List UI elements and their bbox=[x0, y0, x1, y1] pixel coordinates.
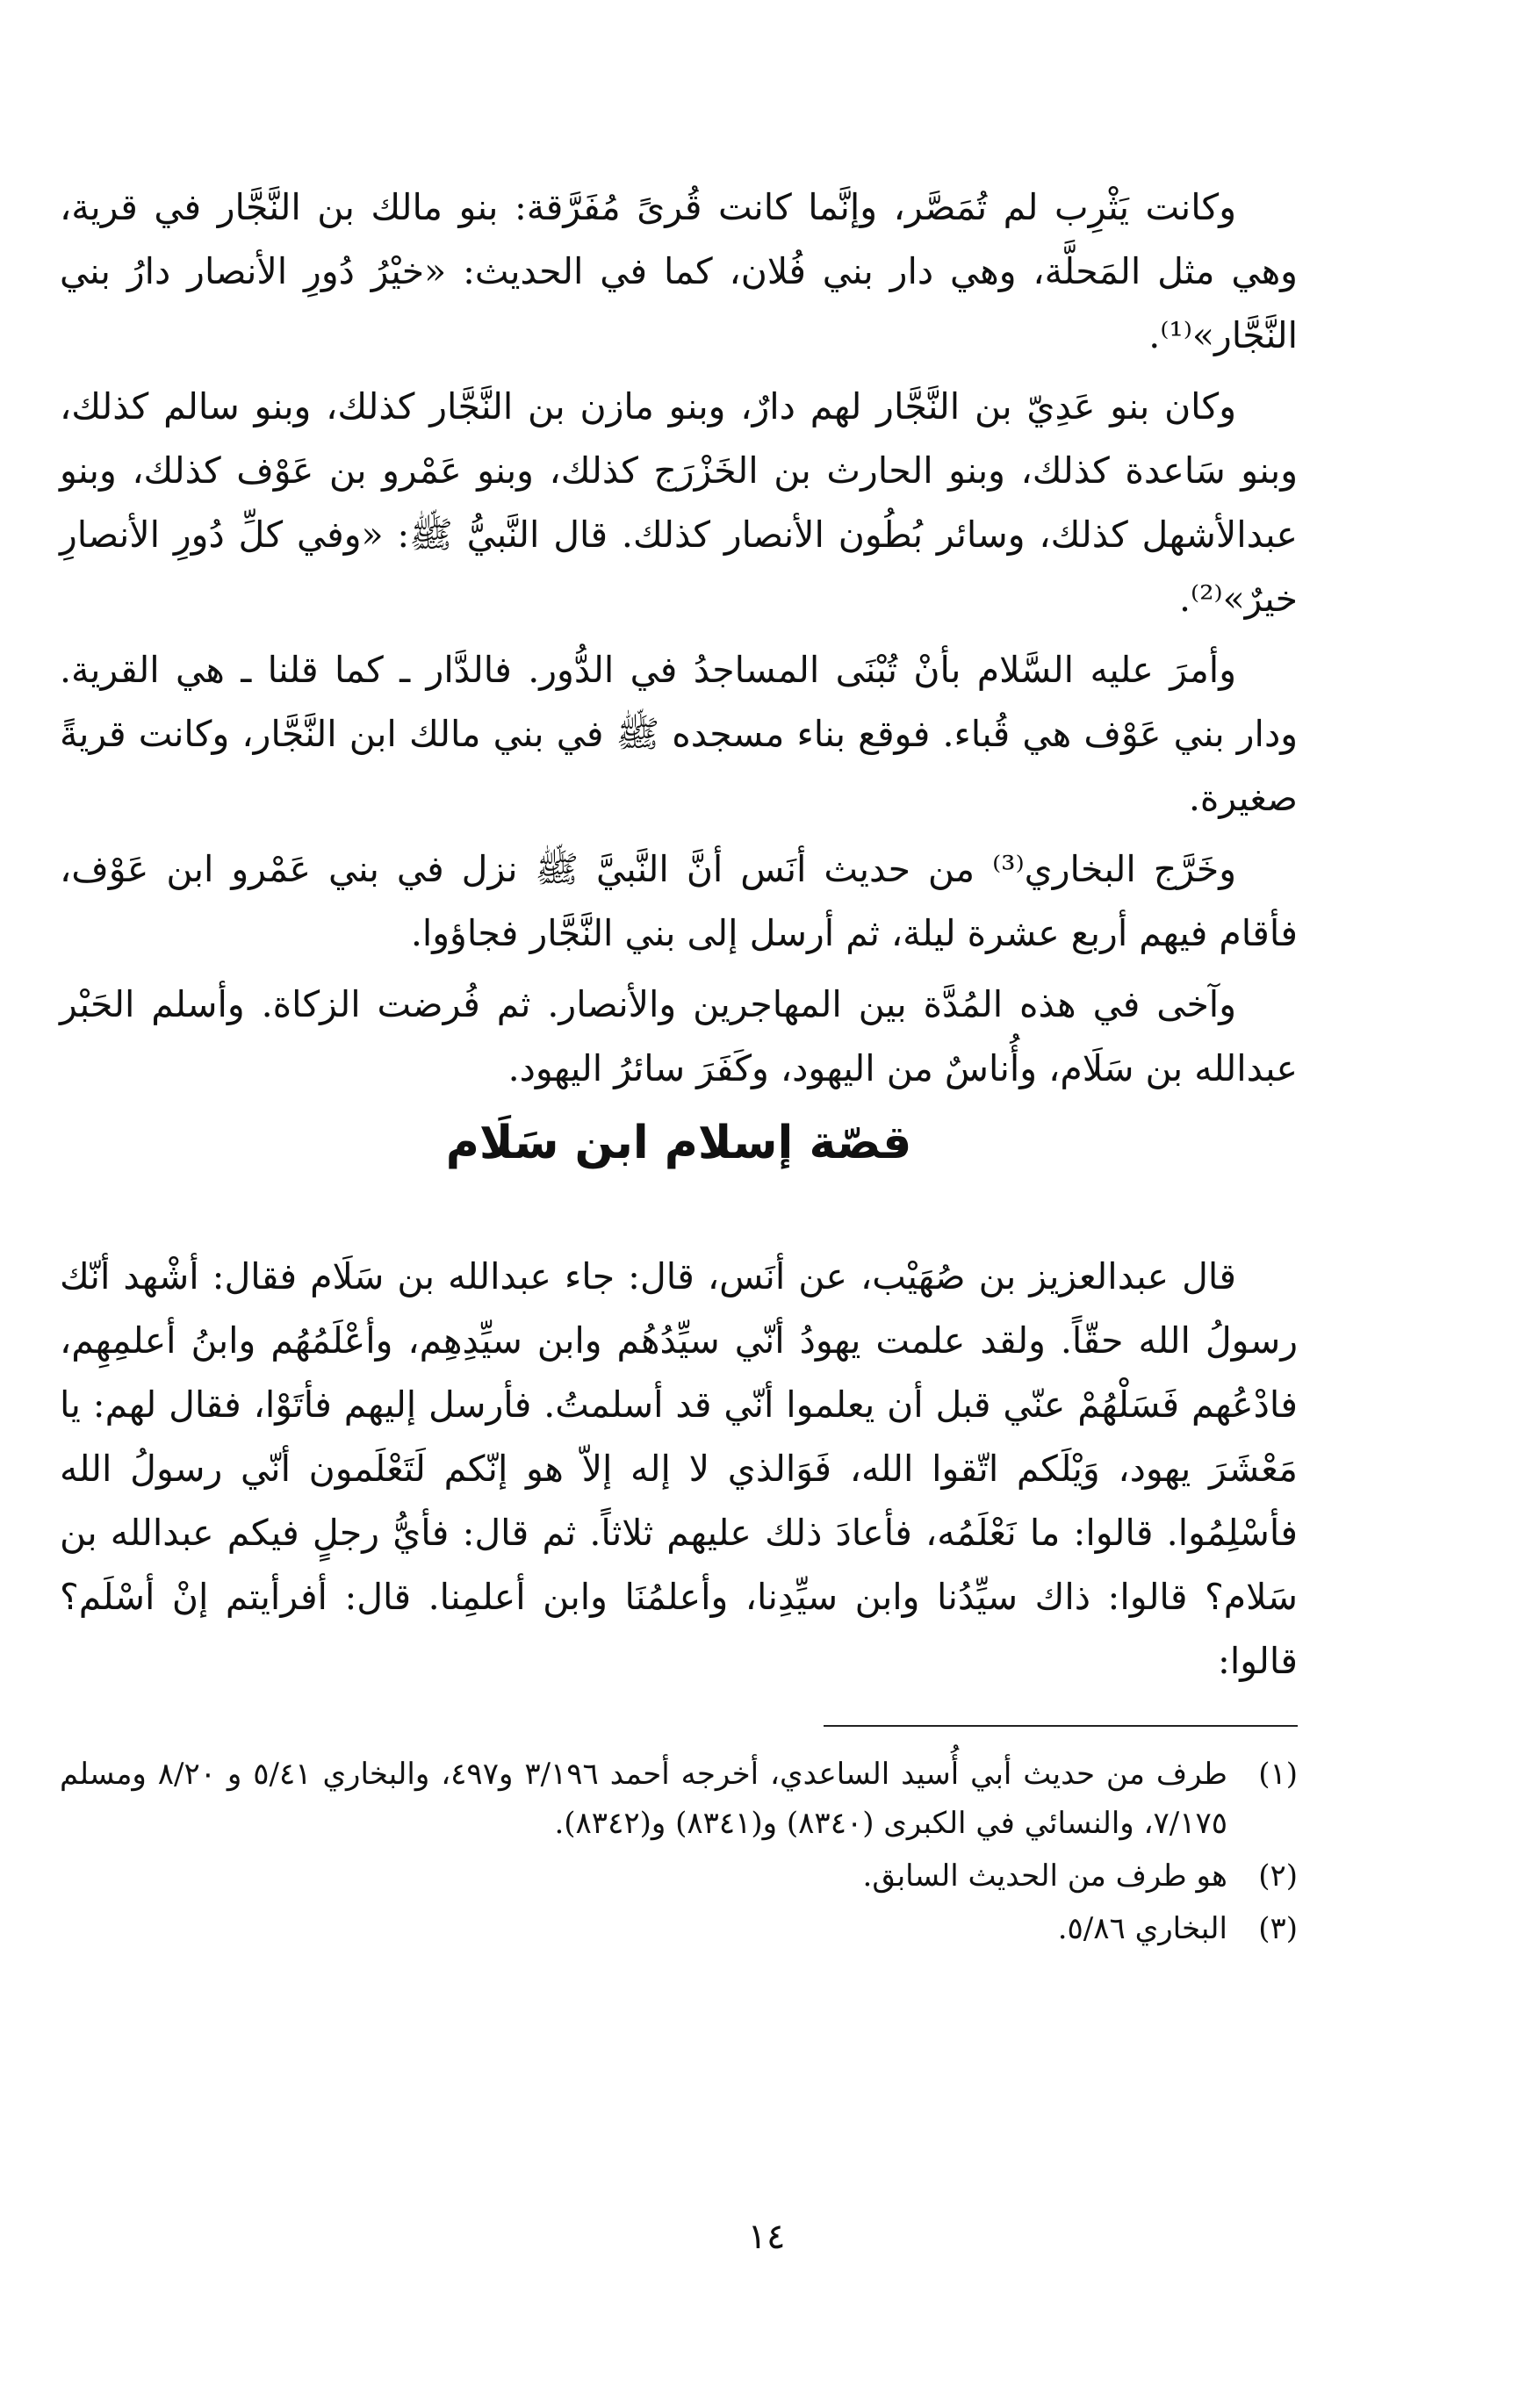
footnote-divider bbox=[824, 1725, 1298, 1727]
footnote-number: (١) bbox=[1258, 1757, 1298, 1792]
section-heading: قصّة إسلام ابن سَلَام bbox=[445, 1117, 912, 1169]
footnote-text: هو طرف من الحديث السابق. bbox=[862, 1858, 1227, 1894]
page-number: ١٤ bbox=[747, 2217, 786, 2257]
paragraph-story: قال عبدالعزيز بن صُهَيْب، عن أنَس، قال: جاء عبدالله بن سَلَام فقال: أشْهد أنّك رسولُ الله حقّاً. ولقد علمت يهودُ أنّي سيِّدُهُم وابن سيِّدِهِم، وأعْلَمُهُم وابنُ أعلمِهِم، فادْعُهم فَسَلْهُمْ عنّي قبل أن يعلموا أنّي قد أسلمتُ. فأرسل إليهم فأتَوْا، فقال لهم: يا مَعْشَرَ يهود، وَيْلَكم اتّقوا الله، فَوَالذي لا إله إلاّ هو إنّكم لَتَعْلَمون أنّي رسولُ الله فأسْلِمُوا. قالوا: ما نَعْلَمُه، فأعادَ ذلك عليهم ثلاثاً. ثم قال: فأيُّ رجلٍ فيكم عبدالله بن سَلام؟ قالوا: ذاك سيِّدُنا وابن سيِّدِنا، وأعلمُنَا وابن أعلمِنا. قال: أفرأيتم إنْ أسْلَم؟ قالوا: bbox=[60, 1255, 1298, 1682]
footnote-text: البخاري ٥/٨٦. bbox=[1057, 1911, 1227, 1946]
footnote-item bbox=[60, 1851, 1298, 1901]
footnote-item bbox=[60, 1750, 1298, 1848]
page-body bbox=[60, 176, 1298, 1957]
footnote-number: (٣) bbox=[1258, 1911, 1298, 1946]
paragraph-bukhari: وخَرَّج البخاري⁽³⁾ من حديث أنَس أنَّ النَّبيَّ ﷺ نزل في بني عَمْرو ابن عَوْف، فأقام فيهم أربع عشرة ليلة، ثم أرسل إلى بني النَّجَّار فجاؤوا. bbox=[60, 848, 1298, 954]
footnote-text: طرف من حديث أبي أُسيد الساعدي، أخرجه أحمد ٣/١٩٦ و٤٩٧، والبخاري ٥/٤١ و ٨/٢٠ ومسلم ٧/١٧٥، والنسائي في الكبرى (٨٣٤٠) و(٨٣٤١) و(٨٣٤٢). bbox=[60, 1757, 1227, 1841]
footnote-item bbox=[60, 1904, 1298, 1953]
footnote-number: (٢) bbox=[1258, 1858, 1298, 1894]
paragraph-ansar-houses: وكان بنو عَدِيّ بن النَّجَّار لهم دارٌ، وبنو مازن بن النَّجَّار كذلك، وبنو سالم كذلك، وبنو سَاعدة كذلك، وبنو الحارث بن الخَزْرَج كذلك، وبنو عَمْرو بن عَوْف كذلك، وبنو عبدالأشهل كذلك، وسائر بُطُون الأنصار كذلك. قال النَّبيُّ ﷺ: «وفي كلِّ دُورِ الأنصارِ خيرٌ»⁽²⁾. bbox=[60, 385, 1298, 620]
paragraph-yathrib: وكانت يَثْرِب لم تُمَصَّر، وإنَّما كانت قُرىً مُفَرَّقة: بنو مالك بن النَّجَّار في قرية، وهي مثل المَحلَّة، وهي دار بني فُلان، كما في الحديث: «خيْرُ دُورِ الأنصار دارُ بني النَّجَّار»⁽¹⁾. bbox=[60, 186, 1298, 356]
paragraph-mosques: وأمرَ عليه السَّلام بأنْ تُبْنَى المساجدُ في الدُّور. فالدَّار ـ كما قلنا ـ هي القرية. ودار بني عَوْف هي قُباء. فوقع بناء مسجده ﷺ في بني مالك ابن النَّجَّار، وكانت قريةً صغيرة. bbox=[60, 649, 1298, 819]
paragraph-brotherhood: وآخى في هذه المُدَّة بين المهاجرين والأنصار. ثم فُرضت الزكاة. وأسلم الحَبْر عبدالله بن سَلَام، وأُناسٌ من اليهود، وكَفَرَ سائرُ اليهود. bbox=[60, 983, 1298, 1089]
footnotes bbox=[60, 1750, 1298, 1953]
